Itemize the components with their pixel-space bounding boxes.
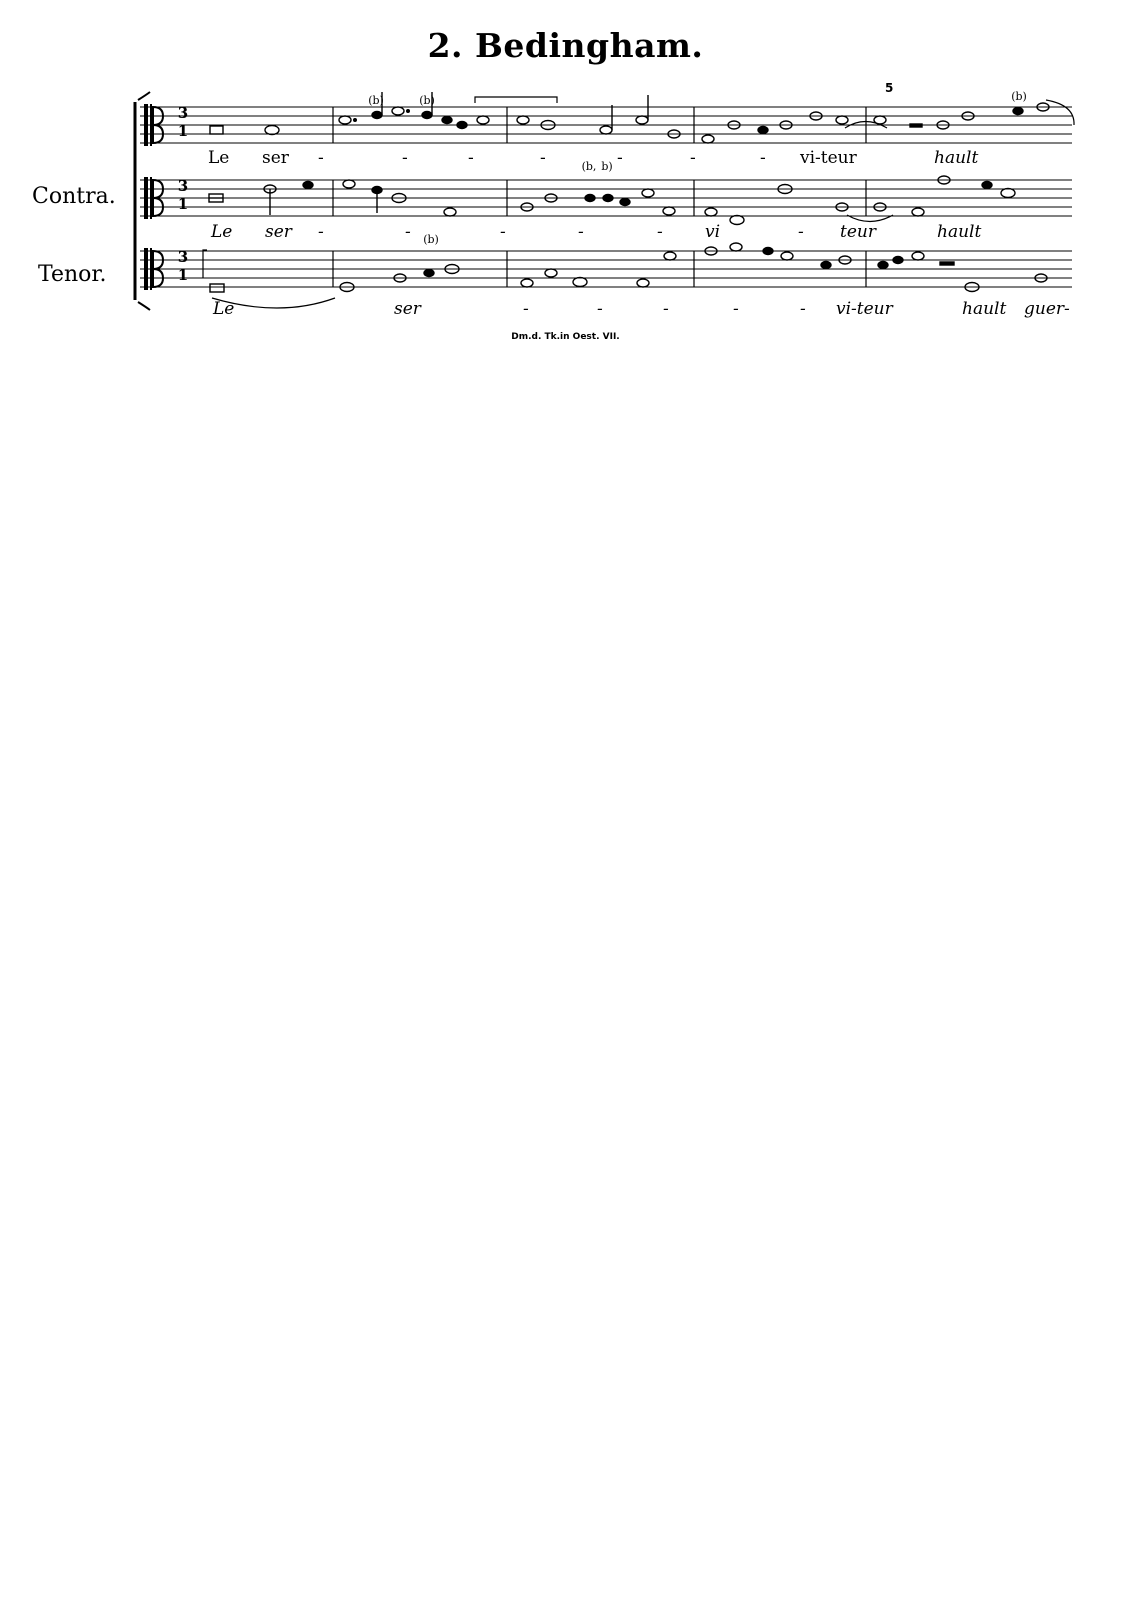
time-sig-bottom: 1 (177, 122, 189, 140)
lyric: - (597, 299, 603, 319)
time-sig-bottom: 1 (177, 195, 189, 213)
lyric: ser (394, 299, 421, 319)
time-sig-top: 3 (177, 248, 189, 266)
lyric: - (690, 148, 696, 168)
lyric: - (657, 222, 663, 242)
lyric: guer- (1024, 299, 1070, 319)
part-label-tenor: Tenor. (38, 262, 107, 287)
lyric: hault (937, 222, 982, 242)
piece-title: 2. Bedingham. (427, 26, 704, 65)
lyric: - (800, 299, 806, 319)
lyric: - (663, 299, 669, 319)
part-label-contra: Contra. (32, 184, 116, 209)
notes-staff-2 (209, 176, 1015, 225)
lyric: - (402, 148, 408, 168)
lyric: ser (265, 222, 292, 242)
accidental: b) (601, 160, 613, 173)
staff-3 (140, 251, 1072, 287)
footer-source: Dm.d. Tk.in Oest. VII. (511, 332, 620, 342)
lyric: - (318, 148, 324, 168)
time-sig-bottom: 1 (177, 266, 189, 284)
lyric: Le (211, 222, 233, 242)
lyric: - (500, 222, 506, 242)
accidental: (b) (419, 94, 435, 107)
score-system (0, 0, 1131, 350)
lyric: Le (208, 148, 230, 168)
accidental: (b, (581, 160, 597, 173)
lyric: - (617, 148, 623, 168)
lyric: - (760, 148, 766, 168)
ligature-bracket (475, 97, 557, 103)
notes-staff-1 (210, 92, 1049, 143)
lyric: - (578, 222, 584, 242)
ligature-bracket (203, 250, 207, 278)
accidental: (b) (1011, 90, 1027, 103)
lyric: hault (962, 299, 1007, 319)
lyric: hault (934, 148, 979, 168)
staff-1 (140, 107, 1072, 143)
lyric: - (468, 148, 474, 168)
lyric: - (798, 222, 804, 242)
accidental: (b) (368, 94, 384, 107)
measure-number: 5 (885, 81, 894, 95)
slur (1046, 100, 1074, 125)
notes-staff-3 (210, 243, 1047, 292)
lyric: vi-teur (800, 148, 857, 168)
lyric: - (405, 222, 411, 242)
lyric: vi-teur (836, 299, 893, 319)
lyric: teur (840, 222, 876, 242)
lyric: vi (705, 222, 721, 242)
lyric: ser (262, 148, 289, 168)
lyric: Le (213, 299, 235, 319)
time-sig-top: 3 (177, 104, 189, 122)
lyric: - (523, 299, 529, 319)
time-sig-top: 3 (177, 177, 189, 195)
lyric: - (540, 148, 546, 168)
accidental: (b) (423, 233, 439, 246)
lyric: - (318, 222, 324, 242)
lyric: - (733, 299, 739, 319)
